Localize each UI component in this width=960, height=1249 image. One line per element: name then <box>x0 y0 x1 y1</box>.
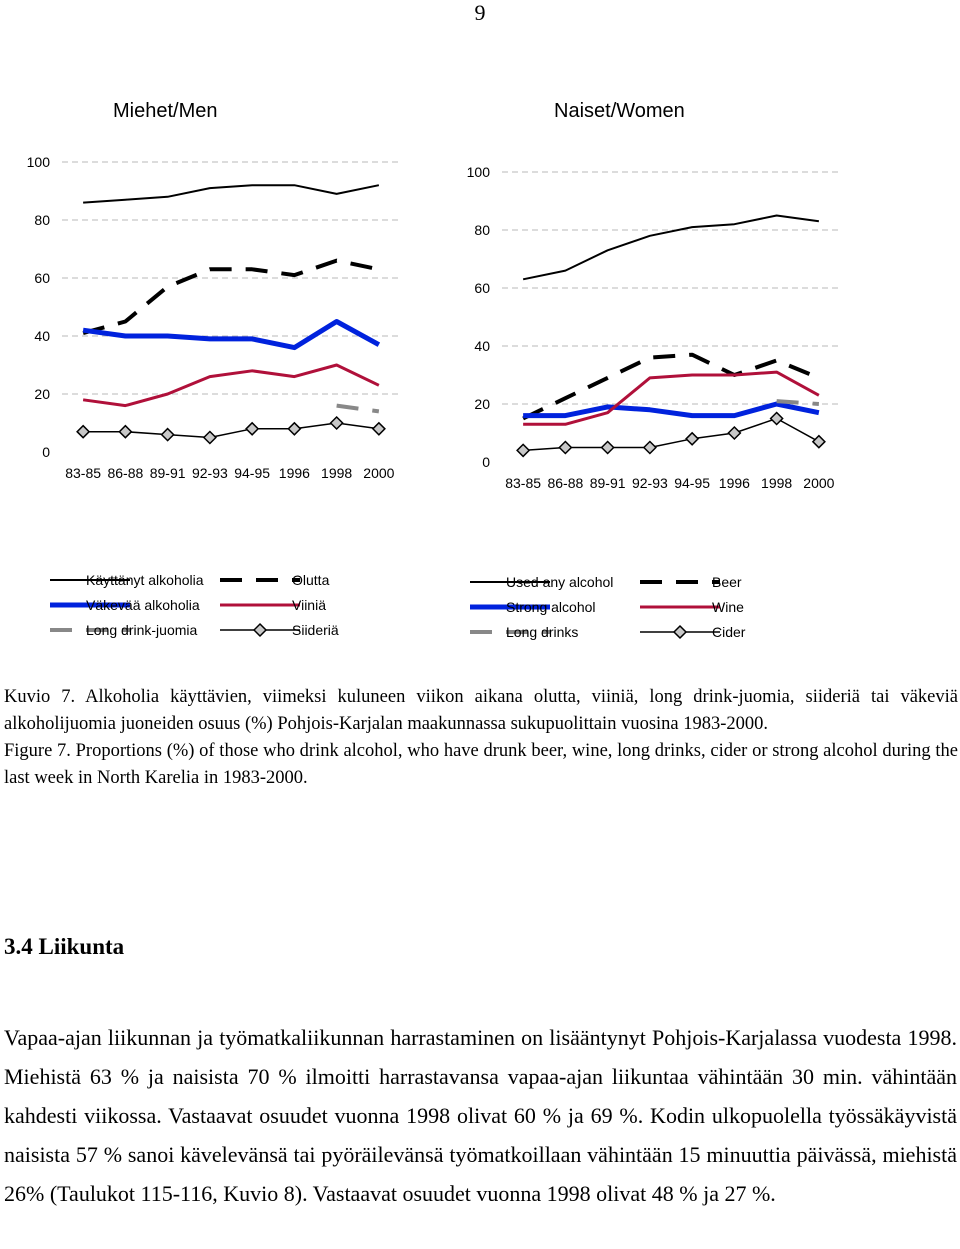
women-y-tick-label: 80 <box>474 222 490 238</box>
men-chart-title: Miehet/Men <box>113 100 218 122</box>
legend-finnish <box>50 568 370 643</box>
section-heading: 3.4 Liikunta <box>4 934 125 959</box>
fi-legend-diamond <box>254 624 266 636</box>
women-series-line-1 <box>523 216 819 280</box>
men-cider-marker <box>246 423 258 435</box>
fi-legend-label: Siideriä <box>292 622 339 638</box>
men-x-tick-label: 1996 <box>278 465 310 481</box>
men-series-line-3 <box>83 322 379 348</box>
en-legend-label: Strong alcohol <box>506 599 596 615</box>
men-x-tick-label: 83-85 <box>65 465 102 481</box>
fi-legend-label: Long drink-juomia <box>86 622 198 638</box>
women-cider-marker <box>559 442 571 454</box>
women-cider-marker <box>771 413 783 425</box>
men-cider-marker <box>331 417 343 429</box>
men-x-tick-label: 92-93 <box>191 465 228 481</box>
en-legend-label: Wine <box>712 599 744 615</box>
women-cider-marker <box>728 427 740 439</box>
men-cider-marker <box>204 432 216 444</box>
men-y-tick-label: 60 <box>34 270 50 286</box>
women-x-tick-label: 2000 <box>803 475 835 491</box>
figure-caption <box>4 684 958 792</box>
women-y-tick-label: 100 <box>466 164 490 180</box>
men-cider-marker <box>162 429 174 441</box>
men-series-line-5 <box>337 406 379 412</box>
en-legend-label: Beer <box>712 574 742 590</box>
women-x-tick-label: 83-85 <box>505 475 542 491</box>
en-legend-label: Long drinks <box>506 624 579 640</box>
men-x-tick-label: 2000 <box>363 465 395 481</box>
page-number: 9 <box>474 0 486 25</box>
women-cider-marker <box>686 433 698 445</box>
men-cider-marker <box>373 423 385 435</box>
fi-legend-label: Väkevää alkoholia <box>86 597 200 613</box>
women-cider-marker <box>517 444 529 456</box>
men-cider-marker <box>77 426 89 438</box>
men-series-line-1 <box>83 185 379 202</box>
legend-english <box>470 570 790 645</box>
men-y-tick-label: 80 <box>34 212 50 228</box>
women-x-tick-label: 86-88 <box>547 475 584 491</box>
women-x-tick-label: 92-93 <box>631 475 668 491</box>
en-legend-diamond <box>674 626 686 638</box>
men-series-line-4 <box>83 365 379 406</box>
women-y-tick-label: 40 <box>474 338 490 354</box>
caption-finnish: Kuvio 7. Alkoholia käyttävien, viimeksi kuluneen viikon aikana olutta, viiniä, long drink-juomia, siideriä tai väkeviä alkoholijuomia juoneiden osuus (%) Pohjois-Karjalan maakunnassa sukupuolittain vuosina 1983-2000. <box>4 687 958 734</box>
men-y-tick-label: 20 <box>34 386 50 402</box>
section-body: Vapaa-ajan liikunnan ja työmatkaliikunnan harrastaminen on lisääntynyt Pohjois-Karjalassa vuodesta 1998. Miehistä 63 % ja naisista 70 % ilmoitti harrastavansa vapaa-ajan liikuntaa vähintään 30 min. vähintään kahdesti viikossa. Vastaavat osuudet vuonna 1998 olivat 60 % ja 69 %. Kodin ulkopuolella työssäkäyvistä naisista 57 % sanoi kävelevänsä tai pyöräilevänsä työmatkoillaan vähintään 15 minuuttia päivässä, miehistä 26% (Taulukot 115-116, Kuvio 8). Vastaavat osuudet vuonna 1998 olivat 48 % ja 27 %. <box>4 1025 957 1206</box>
men-cider-marker <box>119 426 131 438</box>
men-y-tick-label: 40 <box>34 328 50 344</box>
fi-legend-label: Käyttänyt alkoholia <box>86 572 204 588</box>
women-chart-title: Naiset/Women <box>554 100 685 122</box>
men-x-tick-label: 94-95 <box>234 465 271 481</box>
women-x-tick-label: 1996 <box>718 475 750 491</box>
en-legend-label: Used any alcohol <box>506 574 614 590</box>
women-x-tick-label: 89-91 <box>589 475 626 491</box>
women-y-tick-label: 60 <box>474 280 490 296</box>
men-line-chart <box>0 150 420 500</box>
men-x-tick-label: 86-88 <box>107 465 144 481</box>
women-x-tick-label: 94-95 <box>674 475 711 491</box>
women-y-tick-label: 20 <box>474 396 490 412</box>
women-cider-marker <box>813 436 825 448</box>
men-y-tick-label: 100 <box>26 154 50 170</box>
fi-legend-label: Olutta <box>292 572 330 588</box>
women-cider-marker <box>644 442 656 454</box>
fi-legend-label: Viiniä <box>292 597 326 613</box>
caption-english: Figure 7. Proportions (%) of those who drink alcohol, who have drunk beer, wine, long drinks, cider or strong alcohol during the last week in North Karelia in 1983-2000. <box>4 741 958 788</box>
men-x-tick-label: 1998 <box>321 465 353 481</box>
women-y-tick-label: 0 <box>482 454 490 470</box>
women-line-chart <box>440 160 860 510</box>
men-cider-marker <box>288 423 300 435</box>
men-x-tick-label: 89-91 <box>149 465 186 481</box>
men-y-tick-label: 0 <box>42 444 50 460</box>
women-series-line-2 <box>523 355 819 419</box>
women-x-tick-label: 1998 <box>761 475 793 491</box>
en-legend-label: Cider <box>712 624 746 640</box>
women-cider-marker <box>602 442 614 454</box>
